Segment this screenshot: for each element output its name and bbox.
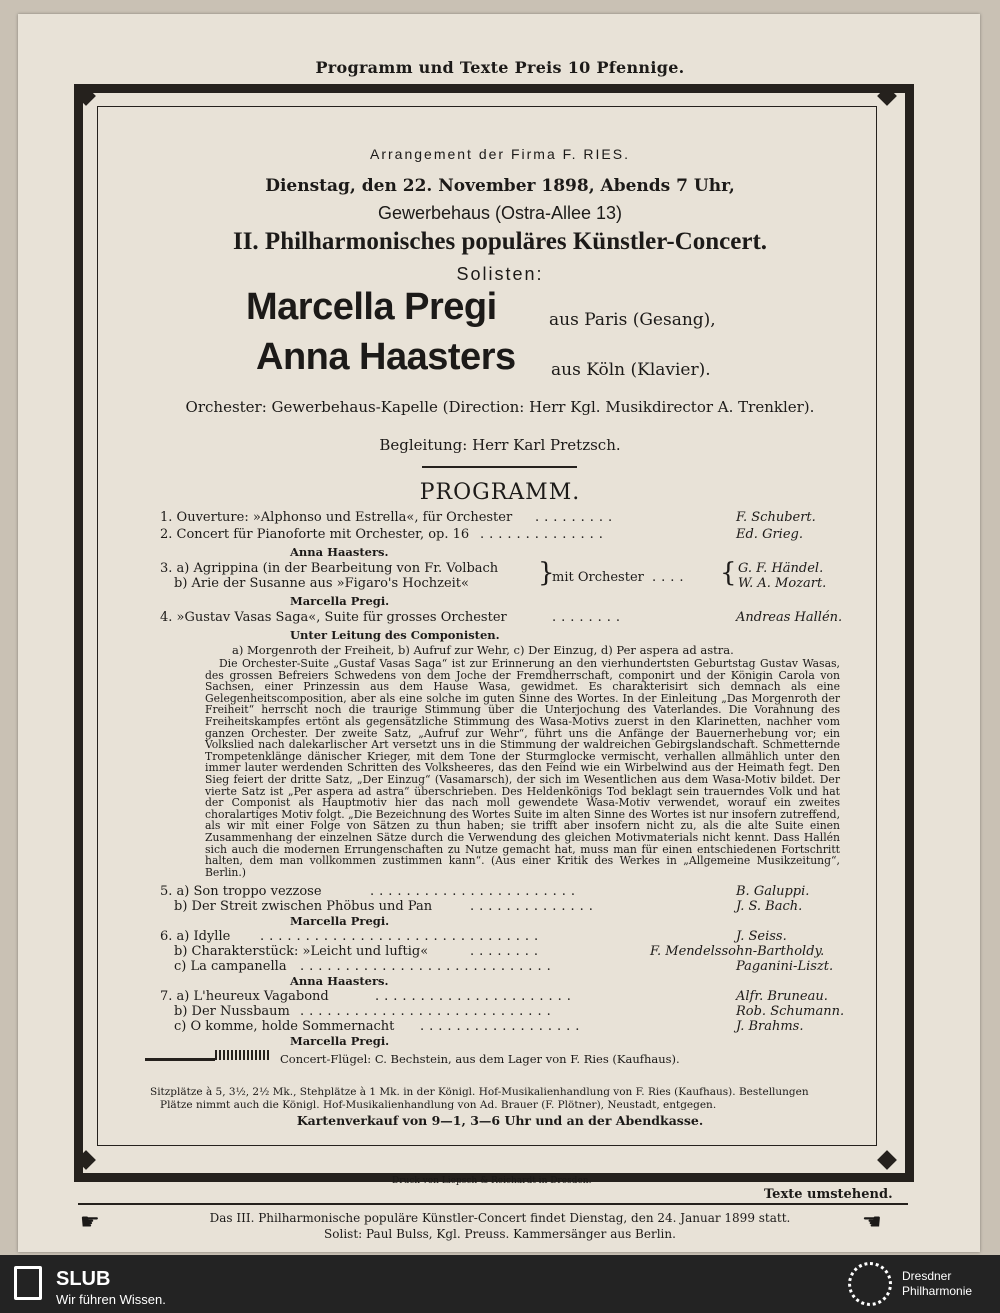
composer: F. Mendelssohn-Bartholdy. [650,944,825,959]
programme-item: 7. a) L'heureux Vagabond [160,989,329,1004]
performer: Marcella Pregi. [290,914,390,928]
programme-item: c) La campanella [174,959,287,974]
composer: J. Brahms. [736,1019,804,1034]
programme-item: 1. Ouverture: »Alphonso und Estrella«, für Orchester [160,510,513,525]
divider [215,1050,270,1060]
seats-line: Plätze nimmt auch die Königl. Hof-Musikalienhandlung von Ad. Brauer (F. Plötner), Neustadt, entgegen. [160,1099,717,1111]
composer: W. A. Mozart. [738,576,827,591]
programme-item: 4. »Gustav Vasas Saga«, Suite für grosses Orchester [160,610,507,625]
programme-item: b) Arie der Susanne aus »Figaro's Hochzeit« [174,576,469,591]
divider [422,466,577,468]
orchestra-line: Orchester: Gewerbehaus-Kapelle (Direction: Herr Kgl. Musikdirector A. Trenkler). [185,398,815,416]
venue: Gewerbehaus (Ostra-Allee 13) [377,203,623,223]
pointing-hand-icon: ☛ [80,1210,100,1235]
slub-name[interactable]: SLUB [56,1268,111,1290]
texts-below: Texte umstehend. [764,1187,893,1202]
performer: Anna Haasters. [290,545,389,559]
price-line: Programm und Texte Preis 10 Pfennige. [315,58,685,77]
slub-tagline: Wir führen Wissen. [56,1292,166,1307]
tickets-line: Kartenverkauf von 9—1, 3—6 Uhr und an der Abendkasse. [296,1113,704,1128]
composer: Rob. Schumann. [736,1004,845,1019]
programme-item: b) Der Nussbaum [174,1004,290,1019]
programme-item: b) Der Streit zwischen Phöbus und Pan [174,899,433,914]
programme-item: 5. a) Son troppo vezzose [160,884,322,899]
programme-item: c) O komme, holde Sommernacht [174,1019,395,1034]
programme-item: 3. a) Agrippina (in der Bearbeitung von Fr. Volbach [160,561,499,576]
programme-item: 2. Concert für Pianoforte mit Orchester, op. 16 [160,527,470,542]
composer: J. Seiss. [736,929,787,944]
composer: Paganini-Liszt. [736,959,834,974]
soloist1-name: Marcella Pregi [246,286,497,328]
arrangement: Arrangement der Firma F. RIES. [370,146,630,162]
suite-description: Die Orchester-Suite „Gustaf Vasas Saga“ ist zur Erinnerung an den vierhundertsten Geburtstag Gustav Wasas, des grossen Befreiers Schwedens von dem Joche der Fremdherrschaft, componirt und der Königin Carola von Sachsen, einer Prinzessin aus dem Hause Wasa, gewidmet. Es charakterisirt sich demnach als eine Gelegenheitscomposition, aber als eine solche im guten Sinne des Wortes. In der Einleitung „Das Morgenroth der Freiheit“ herrscht noch die traurige Stimmung über die Unterjochung des Vaterlandes. Die Vorahnung des Freiheitskampfes ertönt als gegensätzliche Stimmung des Wasa-Motivs zuerst in den Klarinetten, nachher vom ganzen Orchester. Der zweite Satz, „Aufruf zur Wehr“, führt uns die Anfänge der Bauernerhebung vor; ein Volkslied nach dalekarlischer Art versetzt uns in die Stimmung der waldreichen Gebirgslandschaft. Schmetternde Trompetenklänge dänischer Krieger, mit dem Tone der Sturmglocke vermischt, verhallen allmählich unter den immer lauter werdenden Schritten des Volksheeres, das den Feind wie ein Wirbelwind aus der Heimath fegt. Den Sieg feiert der dritte Satz, „Der Einzug“ (Vasamarsch), der sich im Wesentlichen aus dem Wasa-Motiv bildet. Der vierte Satz ist „Per aspera ad astra“ überschrieben. Des Heldenkönigs Tod beklagt sein trauerndes Volk und hat der Componist als Hauptmotiv hier das nach moll gewendete Wasa-Motiv verwendet, worauf ein zweites choralartiges Motiv folgt. „Die Bezeichnung des Wortes Suite im alten Sinne des Wortes ist nur insofern zutreffend, als wir mit einer Folge von Sätzen zu thun haben; sie trifft aber insofern nicht zu, als die alte Suite einen Zusammenhang der einzelnen Sätze durch die Verwendung des gleichen Motivmaterials nicht kennt. Dass Hallén sich auch die modernen Errungenschaften zu Nutze gemacht hat, muss man für einen entschiedenen Fortschritt halten, dem man vollkommen zustimmen kann“. (Aus einer Kritik des Werkes in „Allgemeine Musikzeitung“, Berlin.) [205,657,840,879]
printer-line: Druck von Liepsch & Reichardt in Dresden. [392,1176,592,1186]
composer: G. F. Händel. [738,561,824,576]
composer: B. Galuppi. [736,884,810,899]
programme-item: b) Charakterstück: »Leicht und luftig« [174,944,429,959]
composer: F. Schubert. [736,510,816,525]
soloist1-detail: aus Paris (Gesang), [549,310,716,330]
philharmonie-line2: Philharmonie [902,1284,973,1298]
composer: Ed. Grieg. [736,527,803,542]
philharmonie-logo-icon [848,1262,892,1306]
performer: Marcella Pregi. [290,594,390,608]
divider [145,1058,215,1061]
composer: J. S. Bach. [736,899,803,914]
seats-line: Sitzplätze à 5, 3½, 2½ Mk., Stehplätze à 1 Mk. in der Königl. Hof-Musikalienhandlung von F. Ries (Kaufhaus). Bestellungen [150,1086,809,1098]
soloists-label: Solisten: [456,264,544,284]
philharmonie-line1: Dresdner [902,1269,952,1283]
soloist2-detail: aus Köln (Klavier). [551,360,711,380]
performer: Unter Leitung des Componisten. [290,628,500,642]
performer: Marcella Pregi. [290,1034,390,1048]
programme-item: 6. a) Idylle [160,929,231,944]
accompaniment: Begleitung: Herr Karl Pretzsch. [379,436,621,454]
composer: Alfr. Bruneau. [736,989,828,1004]
performer: Anna Haasters. [290,974,389,988]
concert-title: II. Philharmonisches populäres Künstler-Concert. [232,228,768,255]
divider [78,1203,908,1205]
piano-note: Concert-Flügel: C. Bechstein, aus dem Lager von F. Ries (Kaufhaus). [280,1052,680,1066]
pointing-hand-icon: ☛ [862,1210,882,1235]
programme-heading: PROGRAMM. [419,480,581,505]
composer: Andreas Hallén. [736,610,843,625]
next-concert-line: Das III. Philharmonische populäre Künstler-Concert findet Dienstag, den 24. Januar 1899 statt. [209,1211,791,1225]
next-concert-soloist: Solist: Paul Bulss, Kgl. Preuss. Kammersänger aus Berlin. [324,1227,676,1241]
programme-item: mit Orchester [552,570,644,585]
movements: a) Morgenroth der Freiheit, b) Aufruf zur Wehr, c) Der Einzug, d) Per aspera ad astra. [232,643,734,657]
date-line: Dienstag, den 22. November 1898, Abends 7 Uhr, [265,176,735,196]
soloist2-name: Anna Haasters [256,336,516,378]
slub-logo-icon [14,1266,42,1300]
